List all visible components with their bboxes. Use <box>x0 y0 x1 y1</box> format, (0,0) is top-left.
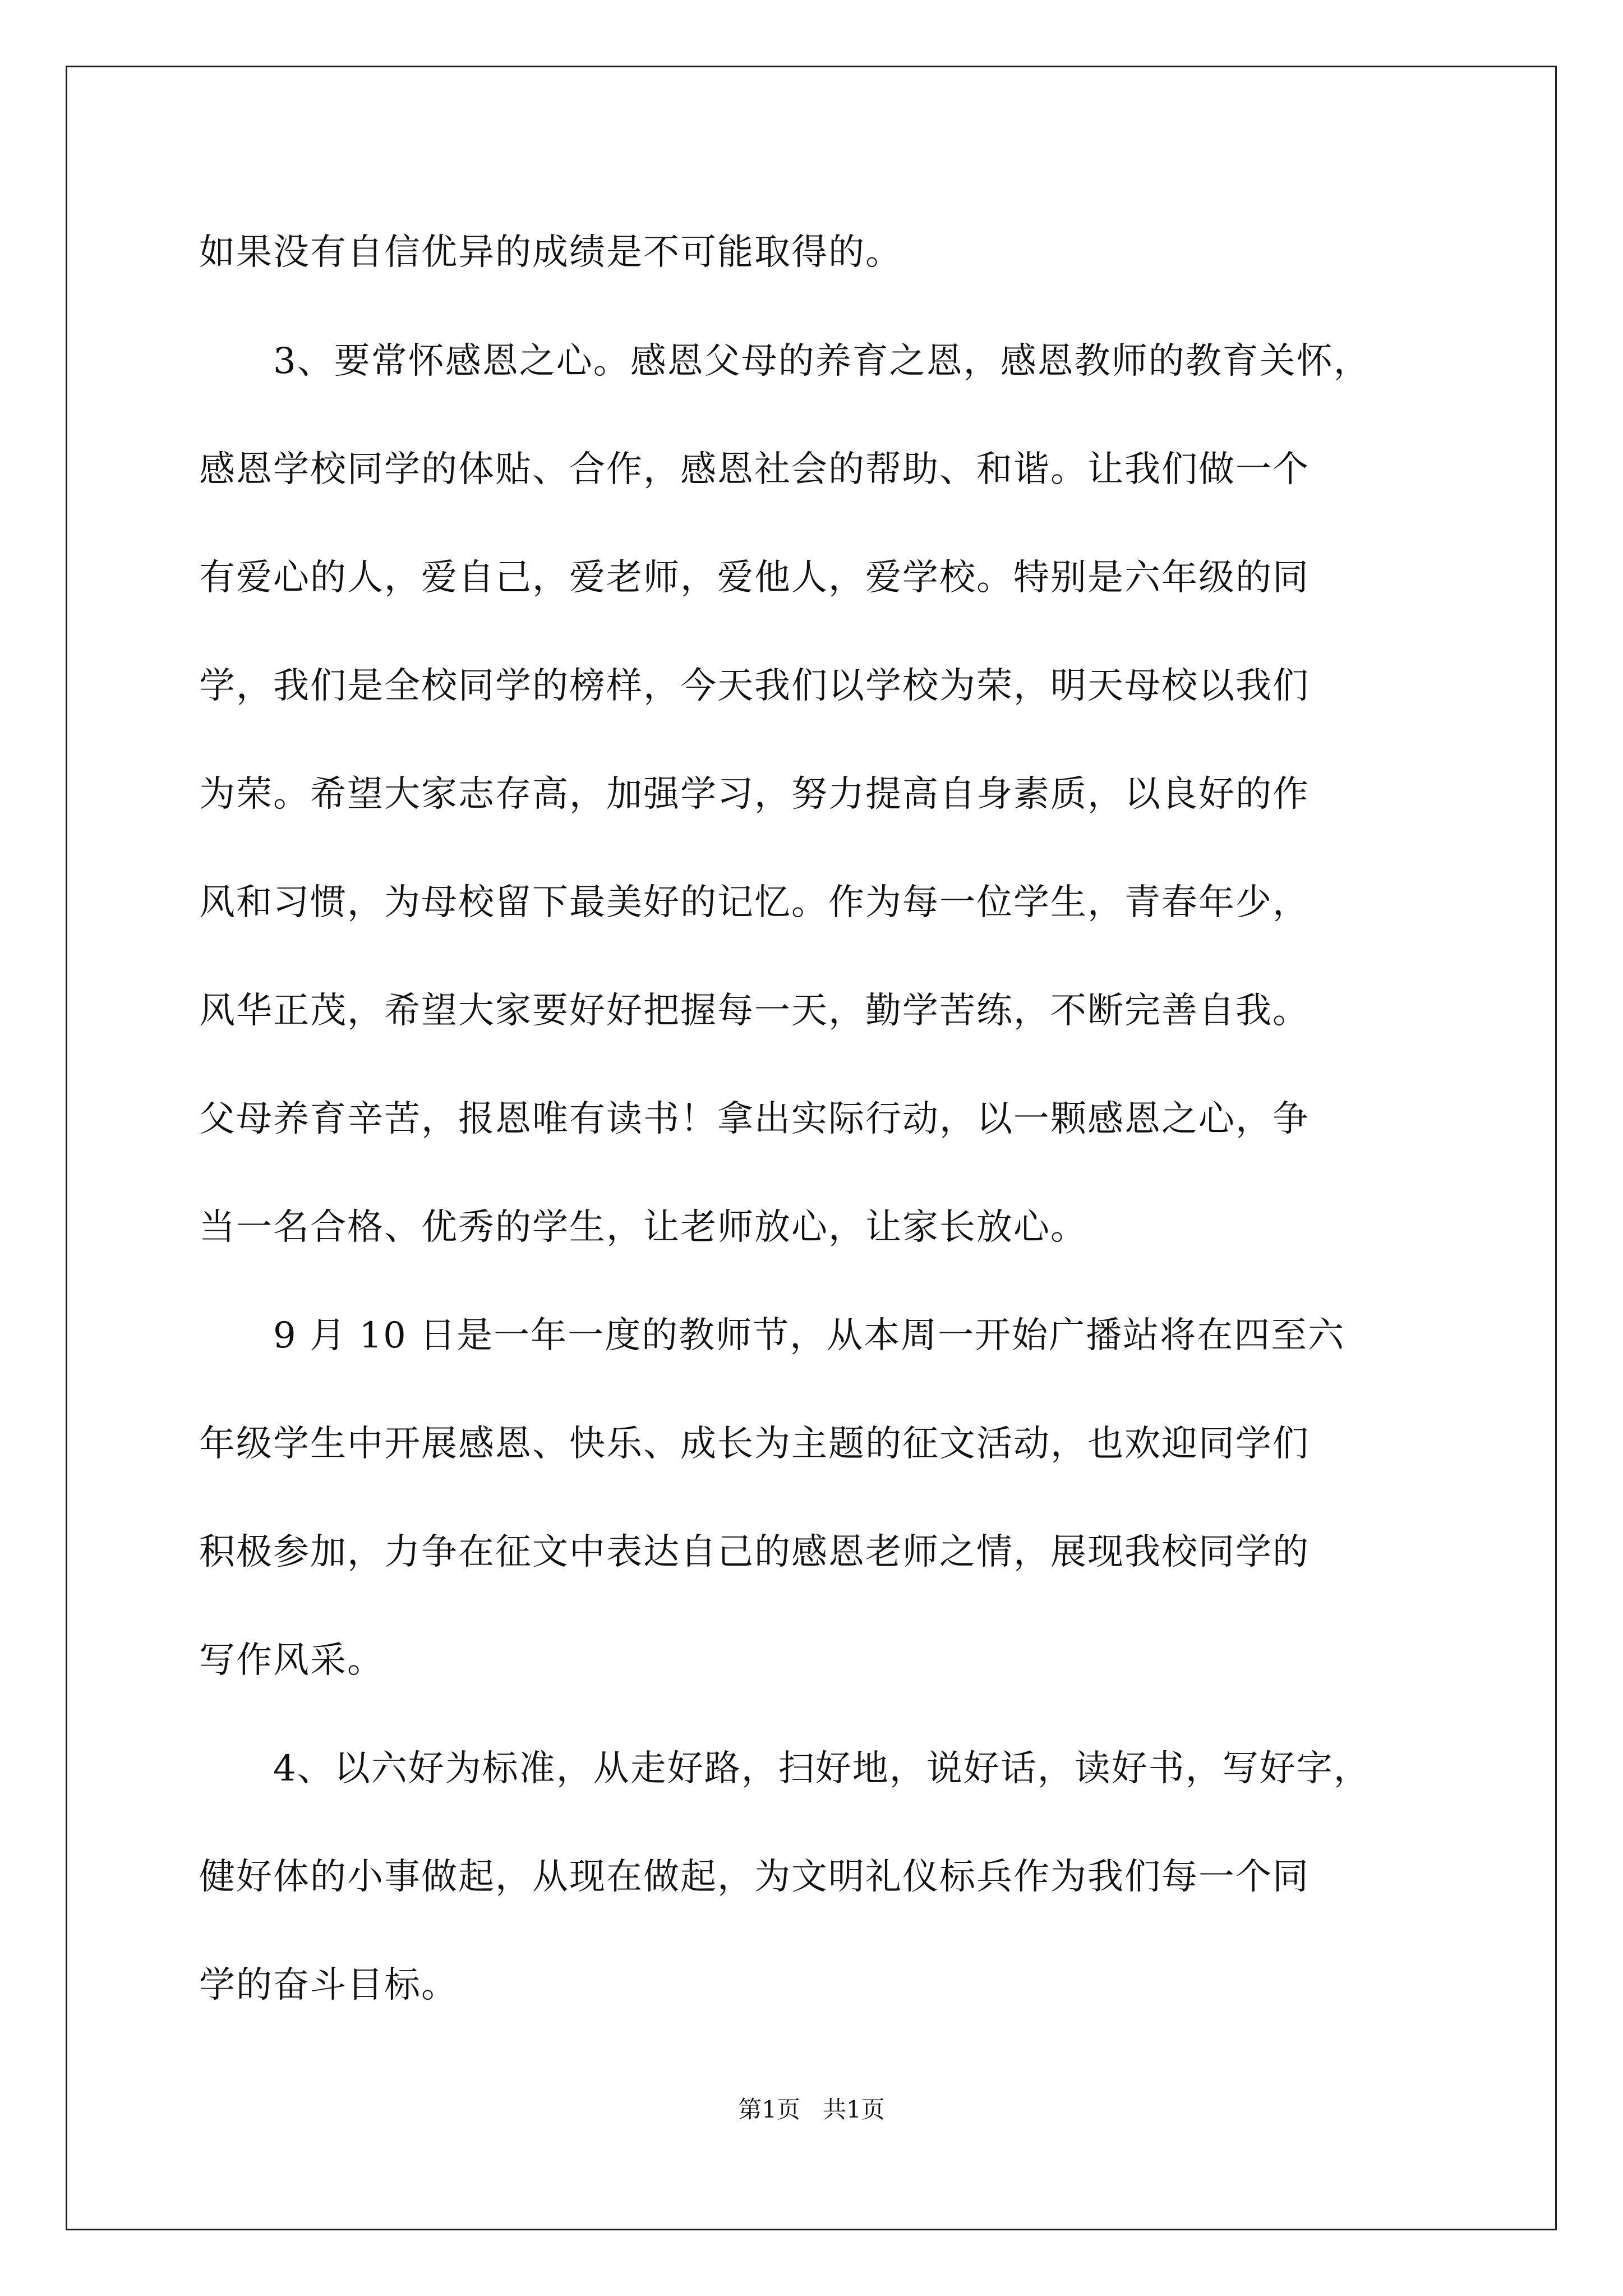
text-line: 健好体的小事做起，从现在做起，为文明礼仪标兵作为我们每一个同 <box>199 1856 1310 1898</box>
text-line: 写作风采。 <box>199 1640 384 1681</box>
text-line: 3、要常怀感恩之心。感恩父母的养育之恩，感恩教师的教育关怀， <box>199 341 1371 382</box>
text-line: 有爱心的人，爱自己，爱老师，爱他人，爱学校。特别是六年级的同 <box>199 557 1310 599</box>
text-line: 感恩学校同学的体贴、合作，感恩社会的帮助、和谐。让我们做一个 <box>199 449 1310 490</box>
text-line: 当一名合格、优秀的学生，让老师放心，让家长放心。 <box>199 1207 1087 1248</box>
text-line: 积极参加，力争在征文中表达自己的感恩老师之情，展现我校同学的 <box>199 1531 1310 1573</box>
text-line: 如果没有自信优异的成绩是不可能取得的。 <box>199 232 902 273</box>
text-line: 父母养育辛苦，报恩唯有读书！拿出实际行动，以一颗感恩之心，争 <box>199 1098 1310 1140</box>
text-line: 风和习惯，为母校留下最美好的记忆。作为每一位学生，青春年少， <box>199 882 1310 923</box>
text-line: 风华正茂，希望大家要好好把握每一天，勤学苦练，不断完善自我。 <box>199 990 1310 1032</box>
text-line: 学，我们是全校同学的榜样，今天我们以学校为荣，明天母校以我们 <box>199 665 1310 707</box>
page-number-footer: 第1页 共1页 <box>738 2096 885 2123</box>
text-line: 为荣。希望大家志存高，加强学习，努力提高自身素质，以良好的作 <box>199 774 1310 815</box>
text-line: 学的奋斗目标。 <box>199 1964 458 2006</box>
page-border <box>66 66 1557 2230</box>
text-line: 年级学生中开展感恩、快乐、成长为主题的征文活动，也欢迎同学们 <box>199 1423 1310 1465</box>
text-line: 4、以六好为标准，从走好路，扫好地，说好话，读好书，写好字， <box>199 1748 1371 1789</box>
text-line: 9 月 10 日是一年一度的教师节，从本周一开始广播站将在四至六 <box>199 1315 1345 1356</box>
